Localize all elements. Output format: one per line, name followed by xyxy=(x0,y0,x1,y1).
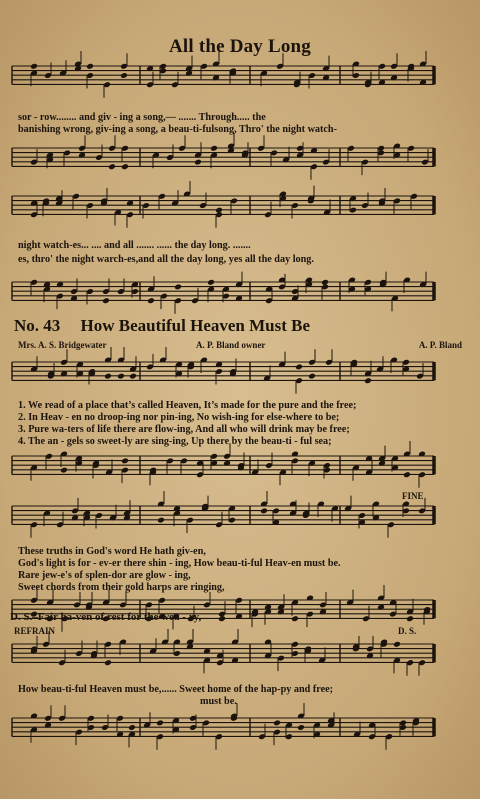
ds-mark: D. S. xyxy=(398,626,417,636)
note-head xyxy=(297,724,305,731)
staff-system-1-bass xyxy=(0,142,480,186)
note-head xyxy=(108,163,116,170)
words-credit: Mrs. A. S. Bridgewater xyxy=(18,340,107,350)
lyric-line: banishing wrong, giv-ing a song, a beau-ti-fulsong, Thro' the night watch- xyxy=(18,124,337,135)
verse-line: These truths in God's word He hath giv-en, xyxy=(18,546,206,557)
note-head xyxy=(121,458,129,465)
song-title: All the Day Long xyxy=(168,36,312,57)
note-head xyxy=(147,297,155,304)
note-head xyxy=(129,373,137,380)
lyric-line: sor - row........ and giv - ing a song,— ....... Through..... the xyxy=(18,112,266,123)
note-head xyxy=(156,720,164,727)
note-head xyxy=(104,659,112,666)
note-head xyxy=(207,279,215,286)
note-head xyxy=(86,63,94,70)
note-head xyxy=(406,615,414,622)
hymn-number: No. 43 xyxy=(14,316,61,335)
note-head xyxy=(295,364,303,371)
verse-line: 2. In Heav - en no droop-ing nor pin-ing, No wish-ing for else-where to be; xyxy=(18,412,340,423)
note-head xyxy=(194,159,202,166)
staff-system-2-treble xyxy=(0,190,480,234)
staff-system-4-treble xyxy=(0,500,480,544)
note-head xyxy=(104,373,112,380)
note-head xyxy=(117,373,125,380)
lyric-line: night watch-es... .... and all ....... ...... the day long. ....... xyxy=(18,240,251,251)
fine-mark: FINE xyxy=(402,491,424,501)
refrain-label: REFRAIN xyxy=(14,626,56,636)
music-credit: A. P. Bland xyxy=(418,340,462,350)
note-head xyxy=(308,373,316,380)
note-head xyxy=(393,641,401,648)
ds-lyric-line: D. S.–Fair ha-ven of rest for the wea - ry, xyxy=(10,611,202,623)
note-head xyxy=(30,63,38,70)
note-head xyxy=(273,720,281,727)
staff-system-2-bass xyxy=(0,276,480,320)
hymn-heading xyxy=(14,316,474,336)
note-head xyxy=(291,615,299,622)
staff-system-5-treble xyxy=(0,638,480,682)
note-head xyxy=(102,297,110,304)
verse-line: God's light is for - ev-er there shin - ing, How beau-ti-ful Heav-en must be. xyxy=(18,558,341,569)
verse-line: 3. Pure wa-ters of life there are flow-ing, And all who will drink may be free; xyxy=(18,424,350,435)
verse-line: 1. We read of a place that’s called Heaven, It’s made for the pure and the free; xyxy=(18,400,357,411)
note-head xyxy=(120,72,128,79)
note-head xyxy=(157,517,165,524)
hymn-title: How Beautiful Heaven Must Be xyxy=(80,316,311,335)
owner-credit: A. P. Bland owner xyxy=(196,340,266,350)
note-head xyxy=(210,145,218,152)
note-head xyxy=(174,284,182,291)
staff-system-3-treble xyxy=(0,356,480,400)
refrain-tail: must be. xyxy=(200,696,237,707)
staff-system-3-bass xyxy=(0,450,480,494)
note-head xyxy=(218,615,226,622)
refrain-line: How beau-ti-ful Heaven must be,...... Sweet home of the hap-py and free; xyxy=(18,684,334,695)
lyric-line: es, thro' the night warch-es,and all the day long, yes all the day long. xyxy=(18,254,314,265)
verse-line: 4. The an - gels so sweet-ly are sing-ing, Up there by the beau-ti - ful sea; xyxy=(18,436,332,447)
note-head xyxy=(260,508,268,515)
verse-line: Rare jew-e's of splen-dor are glow - ing, xyxy=(18,570,191,581)
note-head xyxy=(364,377,372,384)
note-head xyxy=(215,207,223,214)
note-head xyxy=(128,724,136,731)
note-head xyxy=(121,163,129,170)
staff-system-5-bass xyxy=(0,712,480,756)
note-head xyxy=(321,279,329,286)
note-head xyxy=(403,471,411,478)
note-head xyxy=(60,467,68,474)
staff-system-1-treble xyxy=(0,60,480,104)
verse-line: Sweet chords from their gold harps are ringing, xyxy=(18,582,225,593)
